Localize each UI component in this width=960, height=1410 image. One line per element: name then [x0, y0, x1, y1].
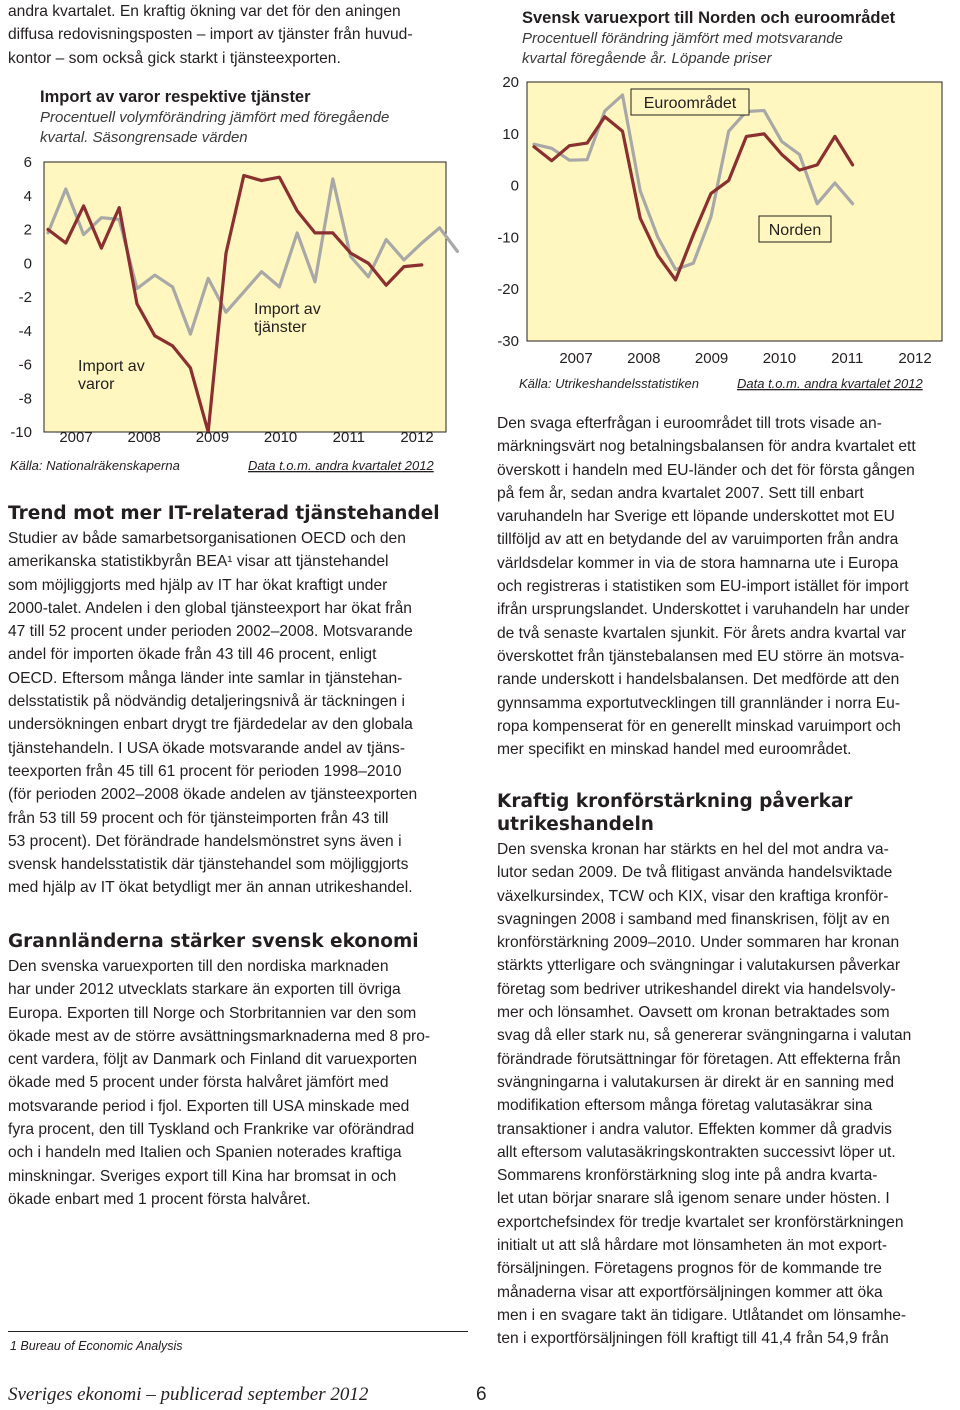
- import-chart-xtick-label: 2009: [195, 429, 230, 446]
- export-chart-label-norden: Norden: [768, 222, 822, 239]
- krona-line: månaderna visar att exportförsäljningen kommer att öka: [497, 1283, 883, 1301]
- import-chart-ytick-label: -10: [10, 424, 32, 441]
- grann-line: Europa. Exporten till Norge och Storbritannien var den som: [8, 1004, 417, 1022]
- import-chart-xtick-label: 2012: [400, 429, 434, 446]
- krona-line: svängningarna i valutakursen är direkt är en sanning med: [497, 1073, 895, 1091]
- import-chart-ytick-label: -8: [18, 390, 32, 408]
- krona-line: mer och lönsamhet. Oavsett om kronan betraktades som: [497, 1004, 890, 1022]
- euro-line: överskott i handeln med EU-länder och det för första gången: [497, 461, 915, 479]
- krona-line: initialt ut att slå hårdare mot lönsamheten än mot export-: [497, 1237, 888, 1255]
- trend-line: 47 till 52 procent under perioden 2002–2008. Motsvarande: [8, 623, 413, 641]
- import-chart-annotation-tjanster-2: tjänster: [254, 319, 307, 336]
- krona-line: försäljningen. Företagens prognos för de kommande tre: [497, 1260, 882, 1278]
- import-chart-xtick-label: 2008: [127, 429, 161, 446]
- trend-line: som möjliggjorts med hjälp av IT har ökat kraftigt under: [8, 576, 388, 594]
- euro-line: rande underskott i handelsbalansen. Det medförde att den: [497, 671, 900, 689]
- grann-line: ökade enbart med 1 procent första halvåret.: [8, 1190, 311, 1208]
- euro-line: ifrån ursprungslandet. Underskottet i varuhandeln har under: [497, 601, 910, 619]
- export-chart-ytick-label: -10: [497, 229, 519, 247]
- grann-heading: Grannländerna stärker svensk ekonomi: [8, 931, 419, 952]
- export-chart-title: Svensk varuexport till Norden och euroområdet: [522, 9, 896, 27]
- euro-line: tillföljd av att en betydande del av varuimporten från andra: [497, 531, 899, 549]
- euro-body: [497, 412, 952, 761]
- export-chart-ytick-label: 0: [510, 177, 519, 195]
- krona-line: men i en svagare takt än tidigare. Utlåtandet om lönsamhe-: [497, 1306, 907, 1324]
- krona-line: transaktioner i andra valutor. Effekten kommer då gradvis: [497, 1120, 892, 1138]
- krona-line: exportchefsindex för tredje kvartalet ser kronförstärkningen: [497, 1213, 904, 1231]
- export-chart: [497, 0, 957, 400]
- trend-line: andel för importen ökade från 43 till 46 procent, enligt: [8, 646, 377, 664]
- import-chart-xtick-label: 2007: [59, 429, 93, 446]
- krona-line: svagningen 2008 i samband med finanskrisen, följt av en: [497, 910, 890, 928]
- euro-line: de två senaste kvartalen sjunkit. För årets andra kvartal var: [497, 624, 907, 642]
- page-number: 6: [476, 1384, 487, 1405]
- trend-body: [8, 527, 473, 900]
- import-chart-annotation-tjanster-1: Import av: [254, 301, 321, 318]
- section-trend: [8, 502, 473, 900]
- import-chart-ytick-label: 4: [23, 187, 32, 205]
- import-chart-subtitle-1: Procentuell volymförändring jämfört med föregående: [40, 109, 390, 126]
- import-chart-title: Import av varor respektive tjänster: [40, 88, 311, 106]
- krona-line: allt eftersom valutasäkringskontrakten successivt löper ut.: [497, 1143, 896, 1161]
- trend-line: Studier av både samarbetsorganisationen OECD och den: [8, 530, 406, 547]
- export-chart-xtick-label: 2007: [559, 350, 593, 367]
- export-chart-label-euro: Euroområdet: [643, 95, 737, 112]
- krona-line: svag då eller stark nu, så genererar svängningarna i valutan: [497, 1027, 912, 1045]
- import-chart-ytick-label: 6: [23, 154, 32, 171]
- export-chart-data-note: Data t.o.m. andra kvartalet 2012: [737, 376, 923, 391]
- import-chart-xtick-label: 2011: [332, 429, 365, 446]
- export-chart-xtick-label: 2011: [831, 350, 864, 367]
- euro-line: överskottet från tjänstebalansen med EU större än motsva-: [497, 647, 905, 665]
- grann-line: Den svenska varuexporten till den nordiska marknaden: [8, 958, 389, 975]
- trend-line: 2000-talet. Andelen i den global tjänsteexport har ökat från: [8, 599, 412, 617]
- trend-line: amerikanska statistikbyrån BEA¹ visar att tjänstehandel: [8, 553, 389, 571]
- export-chart-source: Källa: Utrikeshandelsstatistiken: [519, 376, 699, 391]
- krona-line: förändrade förutsättningar för företagen. Att effekterna från: [497, 1050, 901, 1068]
- top-line-3: kontor – som också gick starkt i tjänsteexporten.: [8, 49, 341, 67]
- export-chart-ytick-label: -20: [497, 281, 519, 299]
- krona-line: stärkts ytterligare och svängningar i valutakursen påverkar: [497, 957, 901, 975]
- euro-line: Den svaga efterfrågan i euroområdet till trots visade an-: [497, 415, 882, 432]
- export-chart-xtick-label: 2008: [627, 350, 661, 367]
- trend-line: teexporten från 45 till 61 procent för perioden 1998–2010: [8, 762, 402, 780]
- krona-line: företag som bedriver utrikeshandel direkt via handelsvoly-: [497, 980, 896, 998]
- export-chart-ytick-label: -30: [497, 333, 519, 350]
- section-grann: [8, 930, 473, 1211]
- euro-line: varuhandeln har Sverige ett löpande underskottet mot EU: [497, 508, 895, 526]
- import-chart-ytick-label: -2: [18, 289, 32, 306]
- import-chart-annotation-varor-1: Import av: [78, 358, 145, 375]
- krona-line: ten i exportförsäljningen föll kraftigt till 41,4 från 54,9 från: [497, 1330, 889, 1348]
- top-line-2: diffusa redovisningsposten – import av tjänster från huvud-: [8, 26, 413, 44]
- footer-publication: Sveriges ekonomi – publicerad september 2012: [8, 1384, 369, 1405]
- section-euro: [497, 412, 952, 761]
- euro-line: mer specifikt en minskad handel med euroområdet.: [497, 741, 852, 759]
- import-chart-ytick-label: -4: [18, 322, 32, 340]
- import-chart-source: Källa: Nationalräkenskaperna: [10, 458, 180, 473]
- krona-line: let utan börjar snarare slå igenom senare under hösten. I: [497, 1190, 890, 1208]
- krona-heading-2: utrikeshandeln: [497, 814, 654, 835]
- grann-line: fyra procent, den till Tyskland och Frankrike var oförändrad: [8, 1121, 415, 1139]
- krona-line: växelkursindex, TCW och KIX, visar den kraftiga kronför-: [497, 887, 889, 905]
- import-chart-xtick-label: 2010: [263, 429, 298, 446]
- export-chart-ytick-label: 10: [502, 125, 519, 143]
- export-chart-ytick-label: 20: [502, 74, 519, 91]
- export-chart-subtitle-1: Procentuell förändring jämfört med motsvarande: [522, 30, 843, 47]
- import-chart: [0, 84, 470, 484]
- trend-line: med hjälp av IT ökat betydligt mer än annan utrikeshandel.: [8, 879, 413, 897]
- trend-line: OECD. Eftersom många länder inte samlar in tjänstehan-: [8, 669, 403, 687]
- krona-line: Sommarens kronförstärkning slog inte på andra kvarta-: [497, 1167, 878, 1185]
- import-chart-data-note: Data t.o.m. andra kvartalet 2012: [248, 458, 434, 473]
- krona-line: lutor sedan 2009. De två flitigast använda handelsviktade: [497, 864, 893, 882]
- section-krona: [497, 790, 952, 1351]
- grann-line: ökade mest av de större avsättningsmarknaderna med 8 pro-: [8, 1027, 431, 1045]
- export-chart-area: [527, 82, 942, 341]
- top-paragraph: [8, 0, 473, 70]
- krona-heading-1: Kraftig kronförstärkning påverkar: [497, 791, 853, 812]
- import-chart-annotation-varor-2: varor: [78, 376, 115, 393]
- trend-line: 53 procent). Det förändrade handelsmönstret syns även i: [8, 832, 402, 850]
- trend-line: tjänstehandeln. I USA ökade motsvarande andel av tjäns-: [8, 739, 406, 757]
- euro-line: ropa kompenserat för en generellt minskad varuimport och: [497, 717, 901, 735]
- grann-line: och i handeln med Italien och Spanien noterades kraftiga: [8, 1144, 402, 1162]
- euro-line: och registreras i statistiken som EU-import istället för import: [497, 578, 909, 596]
- krona-body: [497, 838, 952, 1351]
- trend-line: från 53 till 59 procent och för tjänsteimporten från 43 till: [8, 809, 389, 827]
- import-chart-ytick-label: -6: [18, 356, 32, 374]
- export-chart-plot: [497, 0, 957, 400]
- euro-line: gynnsamma exportutvecklingen till grannländer i norra Eu-: [497, 694, 901, 712]
- grann-line: cent vardera, följt av Danmark och Finland dit varuexporten: [8, 1051, 418, 1069]
- footnote-rule: [8, 1331, 468, 1332]
- trend-line: (för perioden 2002–2008 ökade andelen av tjänsteexporten: [8, 786, 418, 804]
- export-chart-xtick-label: 2010: [762, 350, 797, 367]
- import-chart-ytick-label: 0: [23, 255, 32, 273]
- trend-line: undersökningen enbart drygt tre fjärdedelar av den globala: [8, 716, 413, 734]
- grann-body: [8, 955, 473, 1211]
- krona-line: Den svenska kronan har stärkts en hel del mot andra va-: [497, 841, 889, 858]
- export-chart-subtitle-2: kvartal föregående år. Löpande priser: [522, 50, 772, 67]
- euro-line: märkningsvärt nog betalningsbalansen för andra kvartalet ett: [497, 438, 916, 456]
- krona-line: modifikation eftersom många företag valutasäkrar sina: [497, 1097, 873, 1115]
- grann-line: har under 2012 utvecklats starkare än exporten till övriga: [8, 981, 401, 999]
- footnote: 1 Bureau of Economic Analysis: [10, 1339, 183, 1353]
- import-chart-plot: [0, 84, 470, 484]
- trend-line: svensk handelsstatistik där tjänstehandel som möjliggjorts: [8, 856, 409, 874]
- grann-line: motsvarande period i fjol. Exporten till USA minskade med: [8, 1097, 410, 1115]
- export-chart-xtick-label: 2012: [898, 350, 932, 367]
- trend-line: delsstatistik på nödvändig detaljeringsnivå är täckningen i: [8, 693, 406, 711]
- trend-heading: Trend mot mer IT-relaterad tjänstehandel: [8, 503, 440, 524]
- krona-line: kronförstärkning 2009–2010. Under sommaren har kronan: [497, 934, 900, 952]
- grann-line: ökade med 5 procent under första halvåret jämfört med: [8, 1074, 389, 1092]
- import-chart-subtitle-2: kvartal. Säsongrensade värden: [40, 129, 248, 146]
- grann-line: minskningar. Sveriges export till Kina har bromsat in och: [8, 1167, 397, 1185]
- export-chart-xtick-label: 2009: [694, 350, 729, 367]
- top-line-1: andra kvartalet. En kraftig ökning var det för den aningen: [8, 3, 401, 20]
- import-chart-ytick-label: 2: [23, 221, 32, 239]
- euro-line: världsdelar kommer in via de stora hamnarna ute i Europa: [497, 554, 899, 572]
- euro-line: på fem år, sedan andra kvartalet 2007. Sett till enbart: [497, 484, 864, 502]
